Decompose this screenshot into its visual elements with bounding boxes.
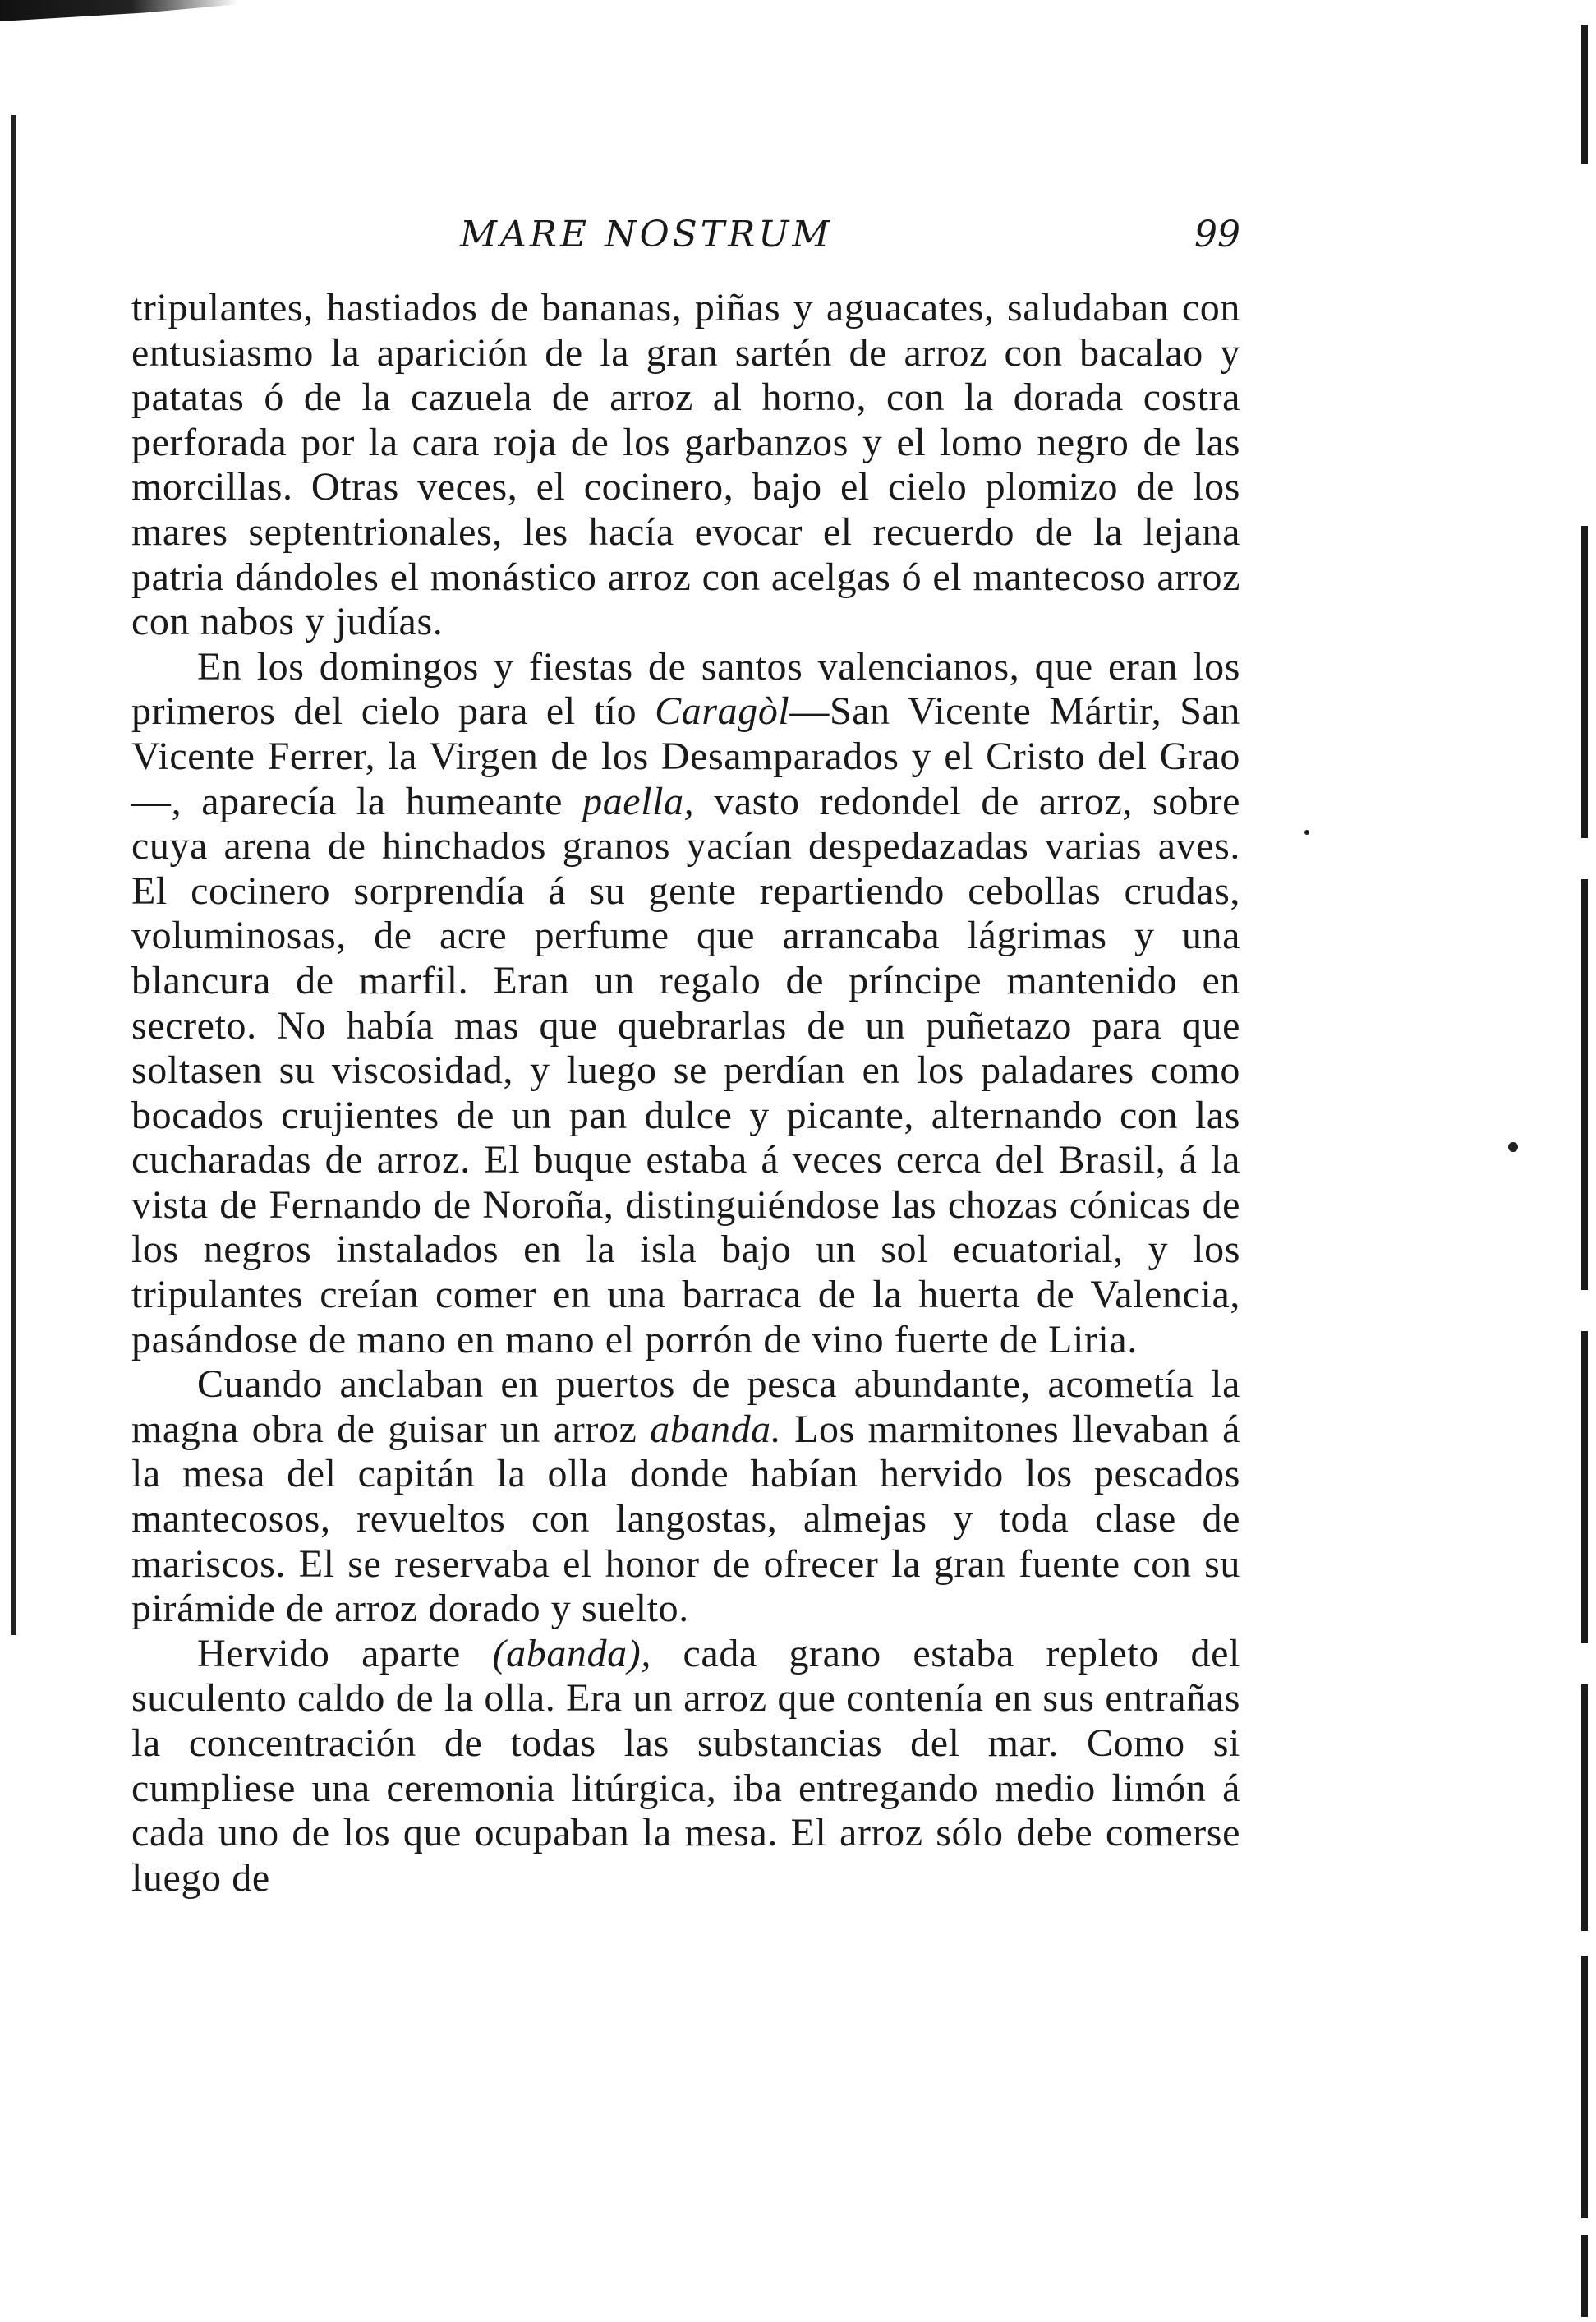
scan-artifact-left-edge — [11, 115, 16, 1635]
running-title: MARE NOSTRUM — [460, 214, 833, 256]
binding-edge — [1563, 0, 1596, 2322]
text-run: —San Vicente Mártir, San Vicente Ferrer, la Virgen de los Desamparados y el Cristo del Grao—, aparecía la humeante — [131, 689, 1240, 823]
paragraph — [131, 1362, 1240, 1632]
text-run: Cuando anclaban en puertos de pesca abundante, acometía la magna obra de guisar un arroz — [131, 1362, 1240, 1451]
paragraph — [131, 1632, 1240, 1901]
text-run: cada grano estaba repleto del suculento caldo de la olla. Era un arroz que contenía en sus entrañas la concentración de todas las substancias del mar. Como si cumpliese una ceremonia litúrgica, iba entregando medio limón á cada uno de los que ocupaban la mesa. El arroz sólo debe comerse luego de — [131, 1631, 1240, 1900]
text-run: vasto redondel de arroz, sobre cuya arena de hinchados granos yacían despedazadas varias aves. El cocinero sorprendía á su gente repartiendo cebollas crudas, voluminosas, de acre perfume que arrancaba lágrimas y una blancura de marfil. Eran un regalo de príncipe mantenido en secreto. No había mas que quebrarlas de un puñetazo para que soltasen su viscosidad, y luego se perdían en los paladares como bocados crujientes de un pan dulce y picante, alternando con las cucharadas de arroz. El buque estaba á veces cerca del Brasil, á la vista de Fernando de Noroña, distinguiéndose las chozas cónicas de los negros instalados en la isla bajo un sol ecuatorial, y los tripulantes creían comer en una barraca de la huerta de Valencia, pasándose de mano en mano el porrón de vino fuerte de Liria. — [131, 779, 1240, 1361]
running-header — [131, 214, 1240, 263]
text-run: Los marmitones llevaban á la mesa del capitán la olla donde habían hervido los pescados mantecosos, revueltos con langostas, almejas y toda clase de mariscos. El se reservaba el honor de ofrecer la gran fuente con su pirámide de arroz dorado y suelto. — [131, 1407, 1241, 1631]
scan-speck — [1304, 830, 1309, 835]
body-text — [131, 286, 1240, 1900]
text-run: tripulantes, hastiados de bananas, piñas y aguacates, saludaban con entusiasmo la aparición de la gran sartén de arroz con bacalao y patatas ó de la cazuela de arroz al horno, con la dorada costra perforada por la cara roja de los garbanzos y el lomo negro de las morcillas. Otras veces, el cocinero, bajo el cielo plomizo de los mares septentrionales, les hacía evocar el recuerdo de la lejana patria dándoles el monástico arroz con acelgas ó el mantecoso arroz con nabos y judías. — [131, 286, 1240, 644]
scan-speck — [1508, 1142, 1518, 1152]
italic-run: paella, — [582, 779, 695, 823]
paragraph — [131, 645, 1240, 1363]
italic-run: abanda. — [650, 1407, 782, 1451]
italic-run: (abanda), — [492, 1631, 651, 1675]
italic-run: Caragòl — [655, 689, 790, 734]
paragraph — [131, 286, 1240, 645]
text-run: Hervido aparte — [197, 1631, 493, 1675]
text-run: En los domingos y fiestas de santos valencianos, que eran los primeros del cielo para el tío — [131, 644, 1240, 734]
page-number: 99 — [1194, 214, 1240, 256]
scan-artifact-top — [0, 0, 238, 21]
